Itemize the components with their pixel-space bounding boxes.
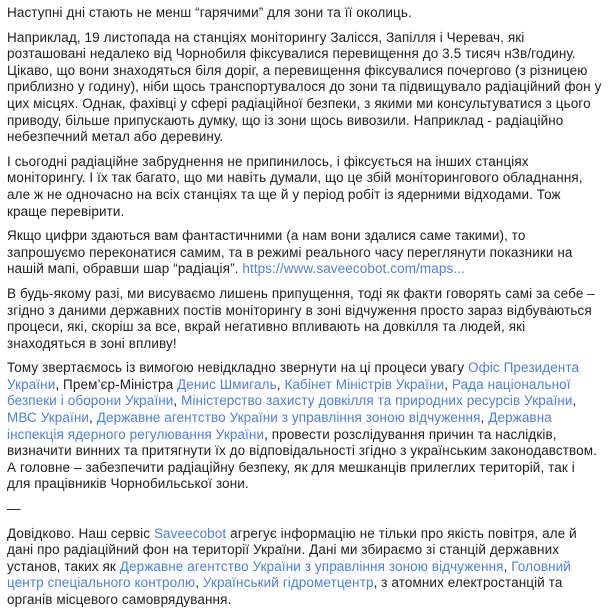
post-text: , — [195, 575, 203, 591]
post-link[interactable]: Кабінет Міністрів України — [284, 376, 445, 392]
post-link[interactable]: Saveecobot — [153, 525, 227, 541]
post-paragraph — [7, 30, 602, 146]
post-link[interactable]: Український гідрометцентр — [202, 575, 374, 591]
post-paragraph — [7, 526, 602, 609]
post-text: Наприклад, 19 листопада на станціях моніторингу Залісся, Запілля і Черевач, які розташовані недалеко від Чорнобиля фіксувалися перевищення до 3.5 тисяч нЗв/годину. Цікаво, що вони знаходяться біля доріг, а перевищення фіксувалися почергово (з різницею приблизно у годину), ніби щось транспортувалося до зони та підвищувало радіаційний фон у цих місцях. Однак, фахівці у сфері радіаційної безпеки, з якими ми консультуватися з цього приводу, більше припускають думку, що із зони щось вивозили. Наприклад - радіаційно небезпечний метал або деревину. — [7, 29, 602, 145]
post-text: , — [89, 410, 97, 426]
post-link[interactable]: Офіс Президента України — [7, 360, 580, 392]
post-paragraph — [7, 360, 602, 493]
post-text: Довідково. Наш сервіс — [7, 525, 154, 541]
post-link[interactable]: Рада національної безпеки і оборони України — [7, 376, 571, 409]
post-link[interactable]: Державне агентство України з управління зоною відчуження — [119, 558, 504, 574]
post-paragraph — [7, 286, 602, 352]
post-link[interactable]: МВС України — [7, 410, 90, 426]
post-paragraph — [7, 228, 602, 278]
post-link[interactable]: https://www.saveecobot.com/maps... — [242, 261, 465, 277]
post-text: Тому звертаємось із вимогою невідкладно звернути на ці процеси увагу — [7, 360, 468, 376]
post-separator — [7, 501, 602, 518]
post-text: , з атомних електростанцій та органів місцевого самоврядування. — [7, 575, 563, 607]
post-text: , — [444, 376, 452, 392]
post-paragraph — [7, 154, 602, 220]
post-link[interactable]: Державне агентство України з управління зоною відчуження — [96, 410, 481, 426]
post-link[interactable]: Головний центр спеціального контролю — [7, 558, 571, 591]
post-text: , — [572, 393, 577, 409]
post-text: — — [7, 501, 21, 517]
post-text: , — [276, 376, 285, 392]
post-text: , — [480, 410, 489, 426]
post-text: Наступні дні стають не менш “гарячими” для зони та її околиць. — [7, 5, 412, 20]
post-text: , — [173, 393, 182, 409]
post-text: І сьогодні радіаційне забруднення не припинилось, і фіксується на інших станціях моніторингу. І їх так багато, що ми навіть думали, що це збій моніторингового обладнання, але ж не одночасно на всіх станціях та ще й у період робіт із ядерними відходами. Тож краще перевірити. — [7, 153, 583, 219]
post-text: , — [503, 558, 512, 574]
post-text: агрегує інформацію не тільки про якість повітря, але й дані про радіаційний фон на території України. Дані ми збираємо зі станцій державних установ, таких як — [7, 525, 577, 574]
post-text: , Прем’єр-Міністра — [55, 376, 178, 392]
post-link[interactable]: Державна інспекція ядерного регулювання України — [7, 410, 552, 442]
post-link[interactable]: Денис Шмигаль — [177, 376, 277, 392]
post-text: , провести розслідування причин та наслідків, визначити винних та притягнути їх до відповідальності згідно з українським законодавством. А головне – забезпечити радіаційну безпеку, як для мешканців прилеглих територій, так і для працівників Чорнобильської зони. — [7, 426, 598, 492]
post-link[interactable]: Міністерство захисту довкілля та природних ресурсів України — [181, 393, 573, 409]
post-text: В будь-якому разі, ми висуваємо лишень припущення, тоді як факти говорять самі за себе – згідно з даними державних постів моніторингу в зоні відчуження просто зараз відбуваються процеси, які, скоріш за все, вкрай негативно впливають на довкілля та людей, які знаходяться в зоні впливу! — [7, 285, 595, 351]
post-paragraph — [7, 5, 602, 22]
post-text: Якщо цифри здаються вам фантастичними (а нам вони здалися саме такими), то запрошуємо переконатися самим, та в режимі реального часу переглянути показники на нашій мапі, обравши шар “радіація”. — [7, 228, 573, 277]
